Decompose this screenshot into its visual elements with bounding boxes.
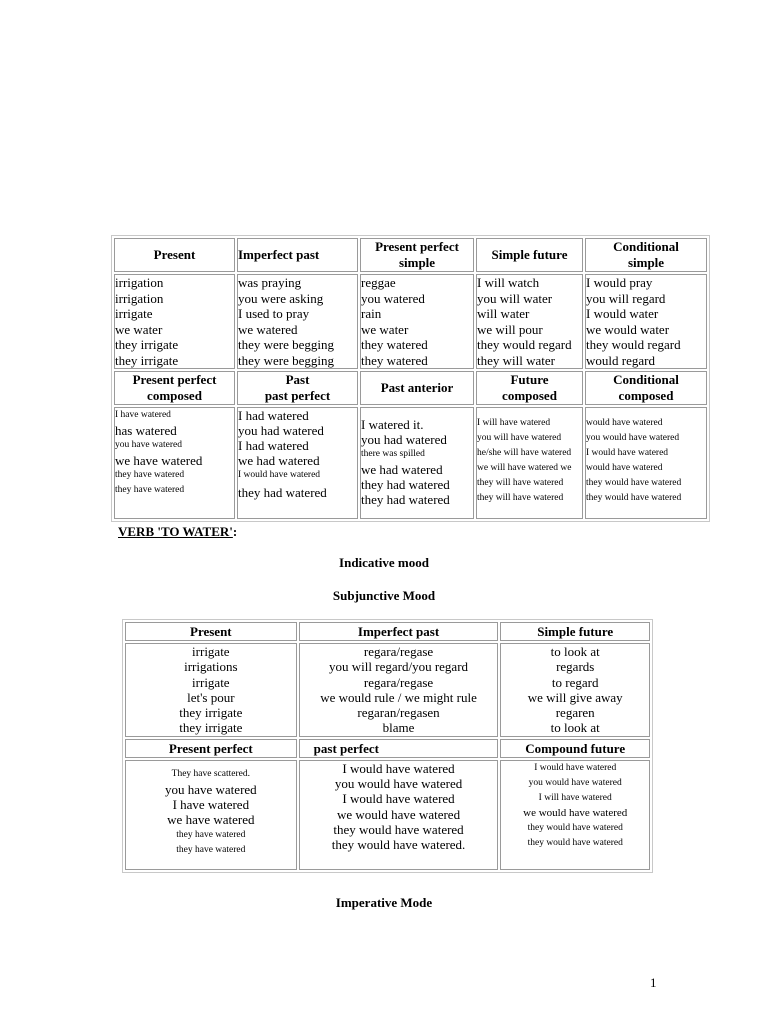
- cell-subj-present-perfect: They have scattered. you have watered I have watered we have watered they have watered they have watered: [125, 760, 297, 870]
- subjunctive-body-row-2: [125, 760, 650, 870]
- header-conditional-composed: Conditional composed: [585, 371, 707, 405]
- cell-present: irrigation irrigation irrigate we water they irrigate they irrigate: [114, 274, 235, 369]
- subjunctive-mood-heading: Subjunctive Mood: [332, 588, 436, 603]
- cell-subj-imperfect-past: regara/regase you will regard/you regard regara/regase we would rule / we might rule regaran/regasen blame: [299, 643, 499, 737]
- header-subj-present: Present: [125, 622, 297, 641]
- cell-present-perfect-composed: I have watered has watered you have watered we have watered they have watered they have watered: [114, 407, 235, 519]
- cell-future-composed: I will have watered you will have watered he/she will have watered we will have watered we they will have watered they will have watered: [476, 407, 583, 519]
- subjunctive-body-row-1: [125, 643, 650, 737]
- header-subj-imperfect-past: Imperfect past: [299, 622, 499, 641]
- cell-subj-compound-future: I would have watered you would have watered I will have watered we would have watered they would have watered they would have watered: [500, 760, 650, 870]
- header-subj-simple-future: Simple future: [500, 622, 650, 641]
- header-subj-present-perfect: Present perfect: [125, 739, 297, 758]
- header-past-anterior: Past anterior: [360, 371, 474, 405]
- header-simple-future: Simple future: [476, 238, 583, 272]
- subjunctive-header-row-1: [125, 622, 650, 641]
- header-subj-compound-future: Compound future: [500, 739, 650, 758]
- header-past-perfect: Past past perfect: [237, 371, 358, 405]
- subjunctive-conjugation-table: [122, 619, 653, 873]
- cell-conditional-simple: I would pray you will regard I would water we would water they would regard would regard: [585, 274, 707, 369]
- header-conditional-simple: Conditional simple: [585, 238, 707, 272]
- page-number: 1: [650, 975, 657, 990]
- indicative-conjugation-table: [111, 235, 710, 522]
- cell-conditional-composed: would have watered you would have watered I would have watered would have watered they would have watered they would have watered: [585, 407, 707, 519]
- indicative-header-row-1: [114, 238, 707, 272]
- verb-heading: VERB 'TO WATER':: [118, 524, 238, 539]
- cell-subj-past-perfect: I would have watered you would have watered I would have watered we would have watered they would have watered they would have watered.: [299, 760, 499, 870]
- cell-present-perfect-simple: reggae you watered rain we water they watered they watered: [360, 274, 474, 369]
- cell-imperfect-past: was praying you were asking I used to pray we watered they were begging they were begging: [237, 274, 358, 369]
- imperative-mode-heading: Imperative Mode: [335, 895, 433, 910]
- subjunctive-header-row-2: [125, 739, 650, 758]
- indicative-body-row-1: [114, 274, 707, 369]
- header-present: Present: [114, 238, 235, 272]
- cell-subj-present: irrigate irrigations irrigate let's pour they irrigate they irrigate: [125, 643, 297, 737]
- header-future-composed: Future composed: [476, 371, 583, 405]
- header-present-perfect-simple: Present perfect simple: [360, 238, 474, 272]
- cell-past-anterior: I watered it. you had watered there was spilled we had watered they had watered they had watered: [360, 407, 474, 519]
- header-present-perfect-composed: Present perfect composed: [114, 371, 235, 405]
- header-imperfect-past: Imperfect past: [237, 238, 358, 272]
- cell-simple-future: I will watch you will water will water we will pour they would regard they will water: [476, 274, 583, 369]
- indicative-body-row-2: [114, 407, 707, 519]
- header-subj-past-perfect: past perfect: [299, 739, 499, 758]
- cell-subj-simple-future: to look at regards to regard we will give away regaren to look at: [500, 643, 650, 737]
- indicative-header-row-2: [114, 371, 707, 405]
- cell-past-perfect: I had watered you had watered I had watered we had watered I would have watered they had watered: [237, 407, 358, 519]
- indicative-mood-heading: Indicative mood: [339, 555, 429, 570]
